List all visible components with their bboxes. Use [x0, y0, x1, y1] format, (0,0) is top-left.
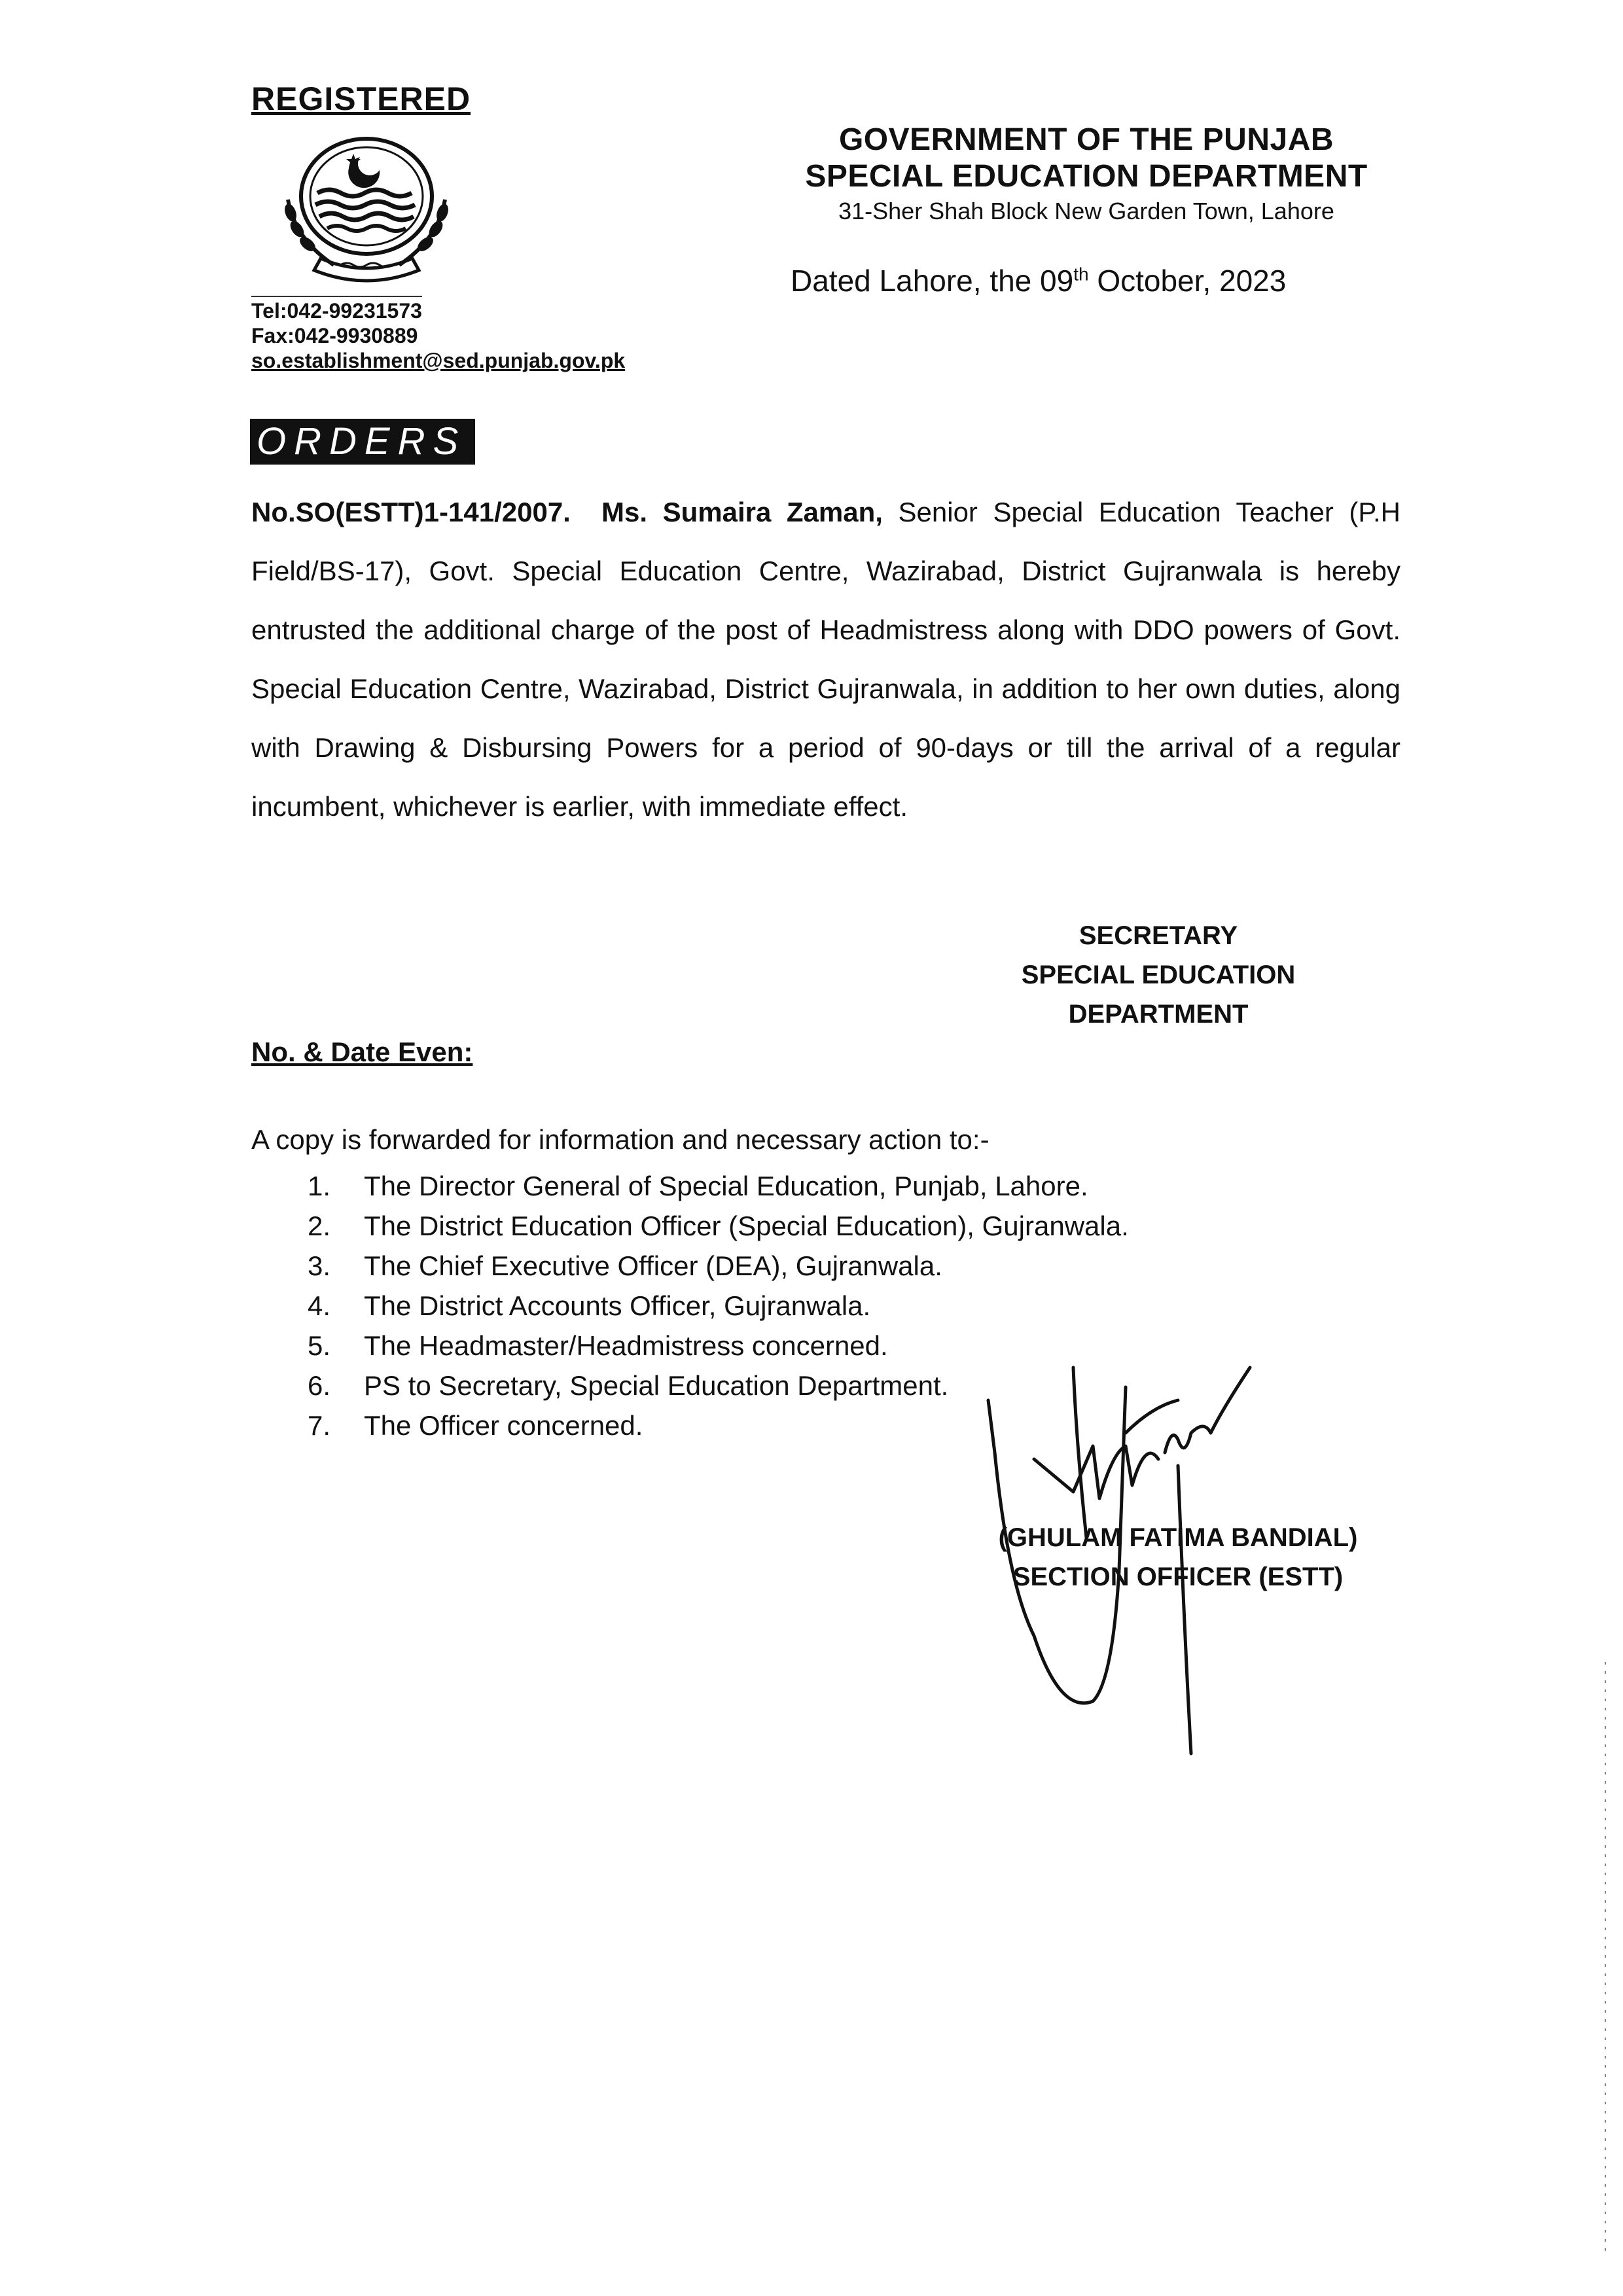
department-address: 31-Sher Shah Block New Garden Town, Lahore	[838, 198, 1334, 224]
no-and-date-even: No. & Date Even:	[251, 1036, 473, 1067]
email-link[interactable]: so.establishment@sed.punjab.gov.pk	[251, 349, 626, 372]
list-item: 5. The Headmaster/Headmistress concerned.	[308, 1330, 888, 1361]
handwritten-signature-icon	[955, 1361, 1322, 1767]
letterhead	[772, 122, 1400, 226]
government-title: GOVERNMENT OF THE PUNJAB	[838, 122, 1334, 157]
department-title: SPECIAL EDUCATION DEPARTMENT	[805, 159, 1368, 194]
registered-stamp: REGISTERED	[251, 80, 471, 117]
officer-name: Ms. Sumaira Zaman,	[601, 497, 883, 527]
copy-forwarded-intro: A copy is forwarded for information and necessary action to:-	[251, 1124, 990, 1155]
secretary-line-1: SECRETARY	[1079, 921, 1238, 950]
signatory-name: (GHULAM FATIMA BANDIAL)	[998, 1523, 1358, 1552]
date-ordinal: th	[1073, 264, 1089, 285]
list-item: 7. The Officer concerned.	[308, 1410, 643, 1441]
orders-heading: ORDERS	[250, 419, 475, 465]
date-suffix: October, 2023	[1088, 264, 1287, 298]
order-body	[251, 483, 1400, 836]
order-text: Senior Special Education Teacher (P.H Field/BS-17), Govt. Special Education Centre, Wazirabad, District Gujranwala is hereby entrusted the additional charge of the post of Headmistress along with DDO powers of Govt. Special Education Centre, Wazirabad, District Gujranwala, in addition to her own duties, along with Drawing & Disbursing Powers for a period of 90-days or till the arrival of a regular incumbent, whichever is earlier, with immediate effect.	[251, 497, 1400, 822]
list-item: 6. PS to Secretary, Special Education Department.	[308, 1370, 949, 1401]
secretary-block	[995, 916, 1322, 1034]
scan-edge-marks-icon	[1602, 1662, 1609, 2251]
secretary-line-3: DEPARTMENT	[1068, 1000, 1249, 1029]
date-line	[791, 263, 1286, 298]
list-item: 4. The District Accounts Officer, Gujranwala.	[308, 1290, 871, 1321]
telephone-number: Tel:042-99231573	[251, 296, 422, 323]
date-prefix: Dated Lahore, the 09	[791, 264, 1074, 298]
signatory-designation: SECTION OFFICER (ESTT)	[1012, 1563, 1344, 1591]
order-number: No.SO(ESTT)1-141/2007.	[251, 497, 571, 527]
list-item: 3. The Chief Executive Officer (DEA), Gujranwala.	[308, 1250, 942, 1281]
contact-details	[251, 296, 625, 373]
secretary-line-2: SPECIAL EDUCATION	[1021, 961, 1296, 989]
fax-number: Fax:042-9930889	[251, 324, 418, 347]
list-item: 1. The Director General of Special Education, Punjab, Lahore.	[308, 1171, 1088, 1201]
punjab-government-logo-icon	[262, 128, 471, 291]
list-item: 2. The District Education Officer (Special Education), Gujranwala.	[308, 1210, 1129, 1241]
